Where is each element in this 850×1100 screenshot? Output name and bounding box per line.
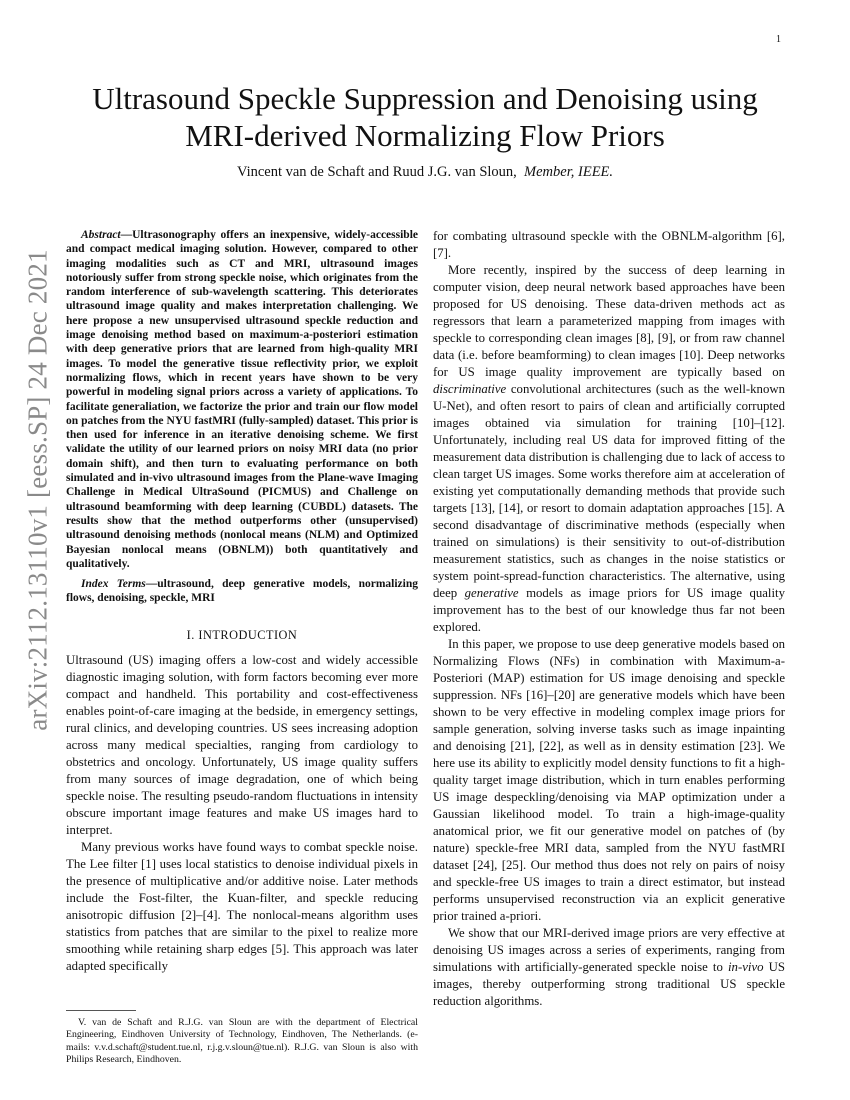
author-names: Vincent van de Schaft and Ruud J.G. van Sloun, <box>236 164 517 180</box>
affiliation-footnote: V. van de Schaft and R.J.G. van Sloun are with the department of Electrical Engineering, Eindhoven University of Technology, Eindhoven, The Netherlands. (e-mails: v.v.d.schaft@student.tue.nl, r.j.g.v.sloun@tue.nl). R.J.G. van Sloun is also with Philips Research, Eindhoven. <box>66 1017 418 1065</box>
abstract-text: —Ultrasonography offers an inexpensive, widely-accessible and compact medical imaging solution. However, compared to other imaging modalities such as CT and MRI, ultrasound images notoriously suffer from strong speckle noise, which originates from the random interference of sub-wavelength scattering. This deteriorates ultrasound image quality and makes interpretation challenging. We here propose a new unsupervised ultrasound speckle reduction and image denoising method based on maximum-a-posteriori estimation with deep generative priors that are learned from high-quality MRI images. To model the generative tissue reflectivity prior, we exploit normalizing flows, which in recent years have shown to be very powerful in modeling signal priors across a variety of applications. To facilitate generaliation, we factorize the prior and train our flow model on patches from the NYU fastMRI (fully-sampled) dataset. This prior is then used for inference in an iterative denoising scheme. We first validate the utility of our learned priors on noisy MRI data (no prior domain shift), and then turn to evaluating performance on both simulated and in-vivo ultrasound images from the Plane-wave Imaging Challenge in Medical UltraSound (PICMUS) and Challenge on ultrasound beamforming with deep learning (CUBDL) datasets. The results show that the method outperforms other (unsupervised) ultrasound denoising methods (nonlocal means (NLM) and Optimized Bayesian nonlocal means (OBNLM)) both quantitatively and qualitatively. <box>66 229 418 570</box>
right-paragraph-4 <box>433 925 785 1010</box>
left-column <box>66 228 418 975</box>
emphasis-discriminative: discriminative <box>433 382 507 396</box>
index-terms-text: —ultrasound, deep generative models, normalizing flows, denoising, speckle, MRI <box>66 578 418 605</box>
abstract-label: Abstract <box>81 229 121 241</box>
index-terms <box>66 577 418 606</box>
author-membership: Member, IEEE. <box>524 164 614 180</box>
text-span: We show that our MRI-derived image priors are very effective at denoising US images across a series of experiments, ranging from simulations with artificially-generated speckle noise to <box>433 926 785 974</box>
intro-paragraph-2: Many previous works have found ways to combat speckle noise. The Lee filter [1] uses local statistics to denoise individual pixels in the presence of multiplicative and/or additive noise. Later methods include the Fost-filter, the Kuan-filter, and speckle reducing anisotropic diffusion [2]–[4]. The nonlocal-means algorithm uses statistics from patches that are similar to the pixel to realize more smoothing while retaining sharp edges [5]. This approach was later adapted specifically <box>66 839 418 973</box>
text-span: US images, thereby outperforming strong traditional US speckle reduction algorithms. <box>433 960 785 1008</box>
text-span: convolutional architectures (such as the well-known U-Net), and often resort to pairs of clean and artificially corrupted images obtained via simulation for training [10]–[12]. Unfortunately, including real US data for improved fitting of the measurement data distribution is challenging due to lack of access to clean target US images. Some works therefore aim at acceleration of existing yet computationally demanding methods that provide such targets [13], [14], or resort to domain adaptation approaches [15]. A second disadvantage of discriminative methods (especially when trained on simulations) is their sensitivity to out-of-distribution measurement statistics, such as changes in the noise statistics or system point-spread-function characteristics. The alternative, using deep <box>433 382 785 600</box>
footnote-divider <box>66 1010 136 1011</box>
text-span: More recently, inspired by the success of deep learning in computer vision, deep neural network based approaches have been proposed for US denoising. These data-driven methods act as regressors that learn a parameterized mapping from images with speckle to corresponding clean images [8], [9], or from raw channel data (i.e. before beamforming) to clean images [10]. Deep networks for US image quality improvement are typically based on <box>433 263 785 379</box>
paper-title: Ultrasound Speckle Suppression and Denoising using MRI-derived Normalizing Flow Priors <box>92 81 758 153</box>
index-terms-label: Index Terms <box>81 578 146 591</box>
section-heading-introduction: I. INTRODUCTION <box>186 627 298 642</box>
text-span: models as image priors for US image quality improvement has to the best of our knowledge thus far not been explored. <box>433 586 786 634</box>
emphasis-generative: generative <box>464 586 519 600</box>
arxiv-side-stamp <box>8 249 68 731</box>
emphasis-in-vivo: in-vivo <box>728 960 764 974</box>
right-paragraph-2 <box>433 262 785 636</box>
abstract <box>66 228 418 571</box>
page-number: 1 <box>776 34 781 45</box>
right-paragraph-3: In this paper, we propose to use deep generative models based on Normalizing Flows (NFs) in combination with Maximum-a-Posteriori (MAP) estimation for US image denoising and speckle suppression. NFs [16]–[20] are generative models which have been shown to be very effective in modeling complex image priors for sample generation, solving inverse tasks such as image inpainting and denoising [21], [22], as well as in density estimation [23]. We here use its ability to explicitly model density functions to fit a high-quality target image distribution, which in turn enables performing US image despeckling/denoising via MAP optimization under a Gaussian likelihood model. To train a high-image-quality anatomical prior, we fit our generative model on patches of (by nature) speckle-free MRI data, sampled from the NYU fastMRI dataset [24], [25]. Our method thus does not rely on pairs of noisy and speckle-free US images to train a direct estimator, but instead performs unsupervised reconstruction via an explicit generative prior trained a-priori. <box>433 637 785 923</box>
arxiv-identifier: arXiv:2112.13110v1 [eess.SP] 24 Dec 2021 <box>22 249 53 731</box>
author-line <box>66 164 784 181</box>
intro-paragraph-1: Ultrasound (US) imaging offers a low-cost and widely accessible diagnostic imaging solution, with form factors becoming ever more compact and handheld. This portability and cost-effectiveness enables point-of-care imaging at the bedside, in emergency settings, rural clinics, and developing countries. US sees increasing adoption across many medical specialties, ranging from cardiology to obstetrics and oncology. Unfortunately, US image quality suffers from many sources of image degradation, one of which being speckle noise. The resulting pseudo-random fluctuations in intensity obscure important image features and make US images hard to interpret. <box>66 652 418 837</box>
right-column <box>433 228 785 1010</box>
footnote-area <box>66 1010 418 1066</box>
right-paragraph-1: for combating ultrasound speckle with the OBNLM-algorithm [6], [7]. <box>433 229 785 260</box>
